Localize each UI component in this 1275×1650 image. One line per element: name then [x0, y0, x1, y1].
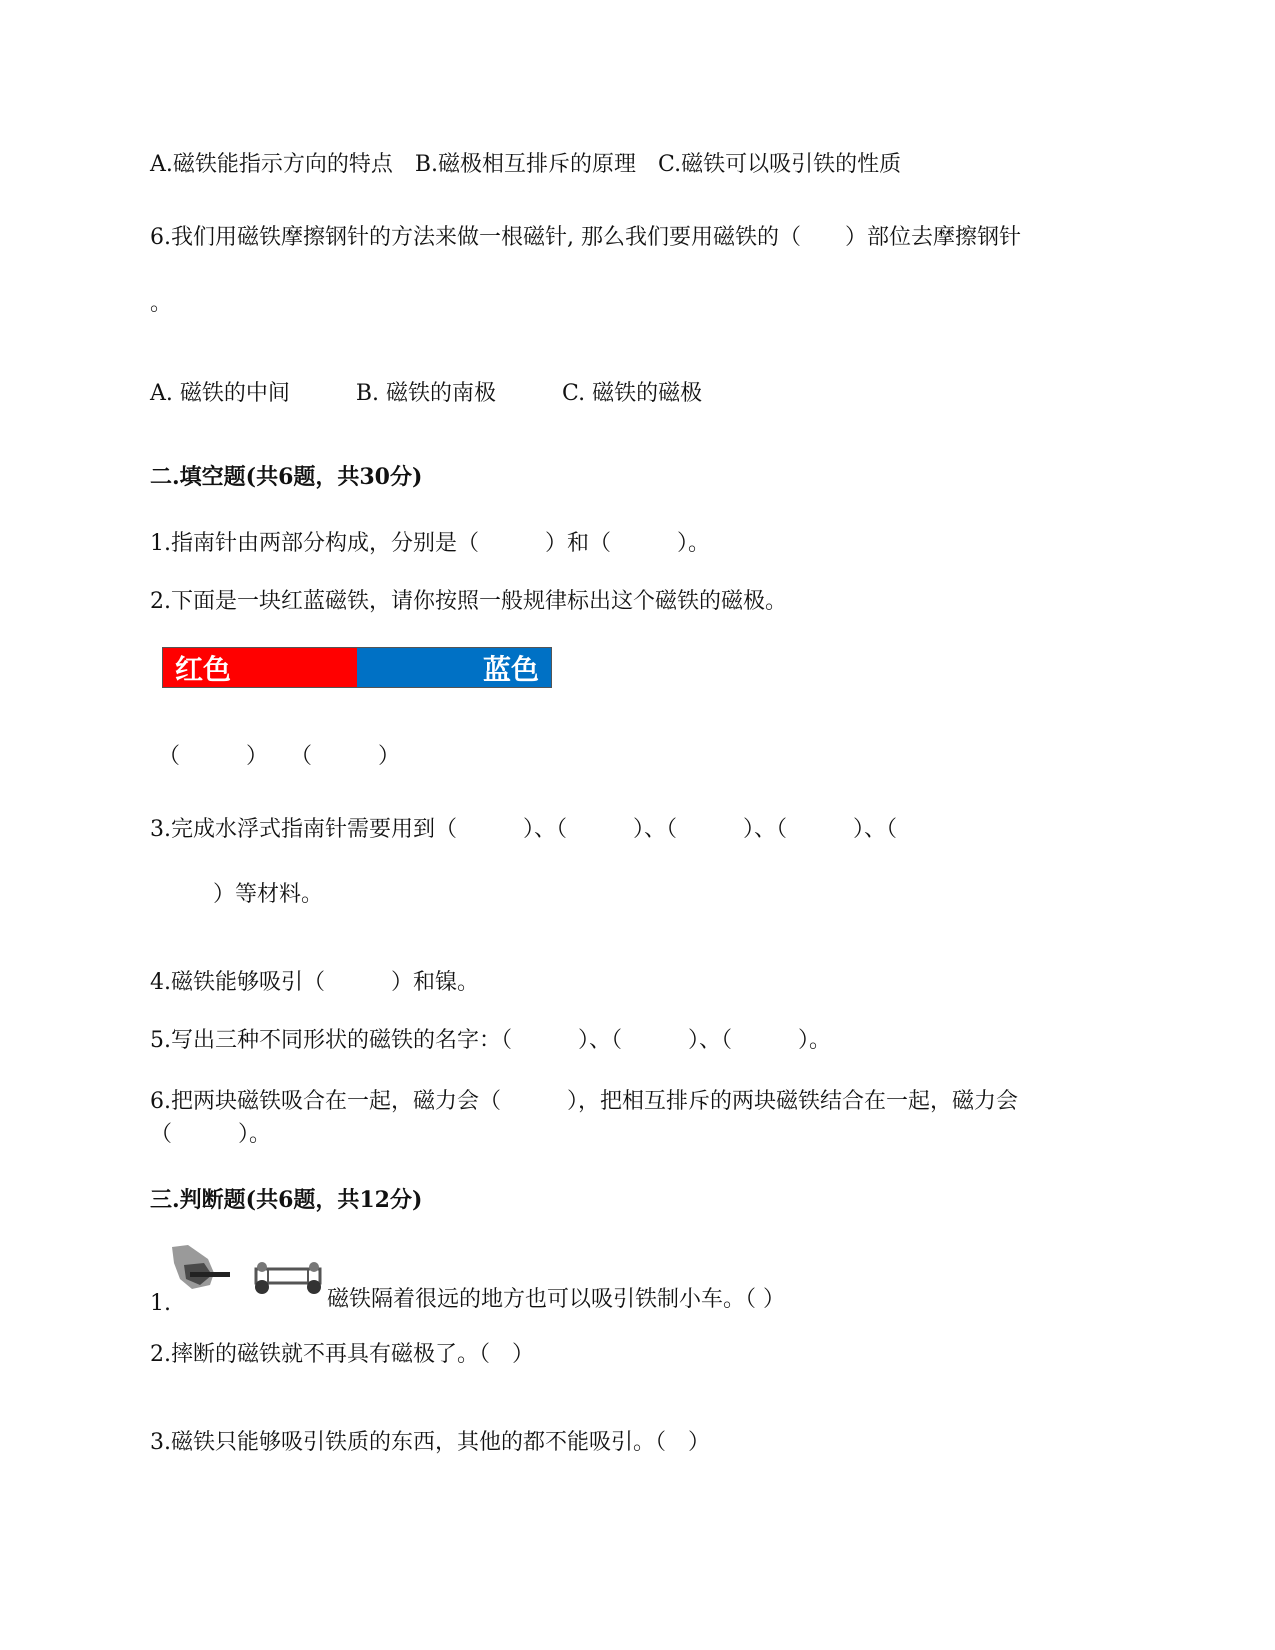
- magnet-blue-half: 蓝色: [357, 648, 551, 687]
- judge-q1-number: 1.: [150, 1291, 171, 1316]
- iron-cart-icon: [255, 1262, 321, 1294]
- fill-q3-line1: 3.完成水浮式指南针需要用到（ ）、（ ）、（ ）、（ ）、（: [150, 817, 897, 842]
- section-title-judge: 三.判断题(共6题，共12分): [150, 1187, 423, 1213]
- fill-q6: 6.把两块磁铁吸合在一起，磁力会（ ），把相互排斥的两块磁铁结合在一起，磁力会（ ）。: [150, 1089, 1018, 1147]
- judge-q2: 2.摔断的磁铁就不再具有磁极了。（ ）: [150, 1342, 534, 1367]
- hand-holding-magnet-icon: [172, 1245, 230, 1289]
- fill-q1: 1.指南针由两部分构成，分别是（ ）和（ ）。: [150, 531, 710, 556]
- q6-options: A. 磁铁的中间 B. 磁铁的南极 C. 磁铁的磁极: [150, 381, 703, 406]
- red-blue-magnet: [162, 647, 552, 688]
- judge-q3: 3.磁铁只能够吸引铁质的东西，其他的都不能吸引。（ ）: [150, 1430, 710, 1455]
- section-title-fill: 二.填空题(共6题，共30分): [150, 464, 423, 490]
- q6-text: 6.我们用磁铁摩擦钢针的方法来做一根磁针, 那么我们要用磁铁的（ ）部位去摩擦钢针: [150, 225, 1021, 250]
- fill-q3-line2: ）等材料。: [213, 882, 324, 907]
- fill-q2: 2.下面是一块红蓝磁铁，请你按照一般规律标出这个磁铁的磁极。: [150, 589, 787, 614]
- hand-magnet-cart-image: [170, 1245, 330, 1315]
- magnet-red-half: 红色: [163, 648, 357, 687]
- q6-tail: 。: [150, 291, 173, 316]
- q5-options: A.磁铁能指示方向的特点 B.磁极相互排斥的原理 C.磁铁可以吸引铁的性质: [150, 152, 902, 177]
- fill-q2-blanks: （ ） （ ）: [158, 744, 401, 769]
- fill-q4: 4.磁铁能够吸引（ ）和镍。: [150, 970, 479, 995]
- fill-q5: 5.写出三种不同形状的磁铁的名字：（ ）、（ ）、（ ）。: [150, 1028, 831, 1053]
- judge-q1-text: 磁铁隔着很远的地方也可以吸引铁制小车。（ ）: [327, 1287, 785, 1312]
